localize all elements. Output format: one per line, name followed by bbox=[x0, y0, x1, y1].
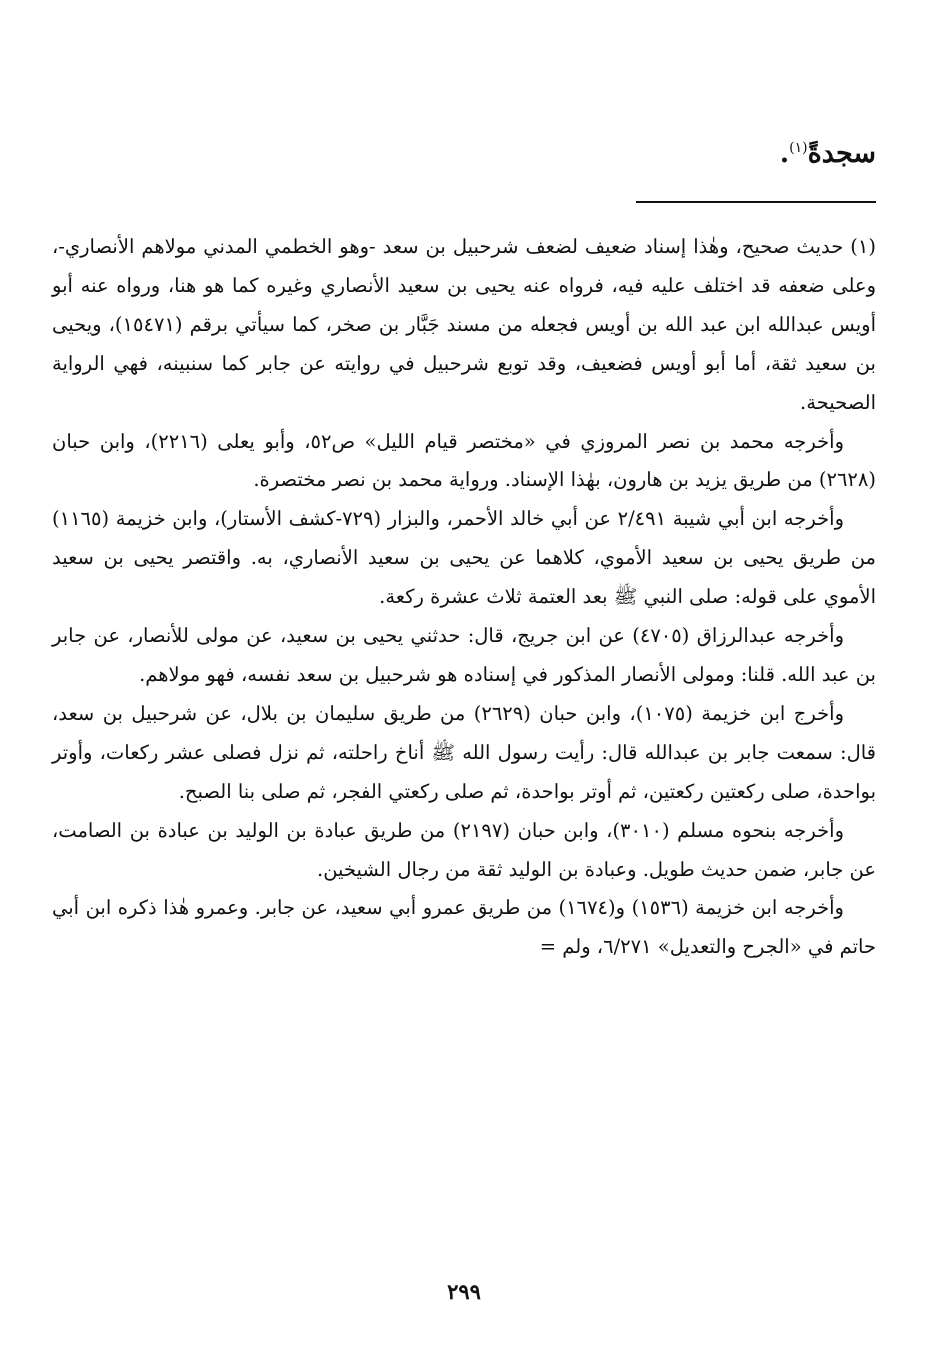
footnote-paragraph: وأخرجه عبدالرزاق (٤٧٠٥) عن ابن جريج، قال: حدثني يحيى بن سعيد، عن مولى للأنصار، عن جابر بن عبد الله. قلنا: ومولى الأنصار المذكور في إسناده هو شرحبيل بن سعد نفسه، فهو مولاهم. bbox=[52, 624, 876, 686]
footnote-separator-rule bbox=[636, 201, 876, 203]
footnote-reference: (١) bbox=[789, 140, 808, 156]
footnote-paragraph: وأخرجه محمد بن نصر المروزي في «مختصر قيام الليل» ص٥٢، وأبو يعلى (٢٢١٦)، وابن حبان (٢٦٢٨) من طريق يزيد بن هارون، بهٰذا الإسناد. ورواية محمد بن نصر مختصرة. bbox=[52, 429, 876, 492]
page-number: ٢٩٩ bbox=[447, 1279, 481, 1304]
footnote-paragraph: وأخرجه ابن أبي شيبة ٢/٤٩١ عن أبي خالد الأحمر، والبزار (٧٢٩-كشف الأستار)، وابن خزيمة (١١٦٥) من طريق يحيى بن سعيد الأموي، كلاهما عن يحيى بن سعيد الأنصاري، به. واقتصر يحيى بن سعيد الأموي على قوله: صلى النبي ﷺ بعد العتمة ثلاث عشرة ركعة. bbox=[52, 507, 876, 609]
main-text-word: سجدةً bbox=[807, 138, 876, 169]
footnote-paragraph: (١) حديث صحيح، وهٰذا إسناد ضعيف لضعف شرحبيل بن سعد -وهو الخطمي المدني مولاهم الأنصاري-، وعلى ضعفه قد اختلف عليه فيه، فرواه عنه يحيى بن سعيد الأنصاري وغيره كما هو هنا، ورواه عنه أبو أويس عبدالله ابن عبد الله بن أويس فجعله من مسند جَبَّار بن صخر، كما سيأتي برقم (١٥٤٧١)، ويحيى بن سعيد ثقة، أما أبو أويس فضعيف، وقد توبع شرحبيل في روايته عن جابر كما سنبينه، فهي الرواية الصحيحة. bbox=[52, 235, 877, 414]
main-text-tail bbox=[780, 138, 876, 169]
footnote-paragraph: وأخرج ابن خزيمة (١٠٧٥)، وابن حبان (٢٦٢٩) من طريق سليمان بن بلال، عن شرحبيل بن سعد، قال: سمعت جابر بن عبدالله قال: رأيت رسول الله ﷺ أناخ راحلته، ثم نزل فصلى عشر ركعات، وأوتر بواحدة، صلى ركعتين ركعتين، ثم أوتر بواحدة، ثم صلى ركعتي الفجر، ثم صلى بنا الصبح. bbox=[52, 701, 876, 803]
footnote-paragraph: وأخرجه بنحوه مسلم (٣٠١٠)، وابن حبان (٢١٩٧) من طريق عبادة بن الوليد بن عبادة بن الصامت، عن جابر، ضمن حديث طويل. وعبادة بن الوليد ثقة من رجال الشيخين. bbox=[52, 818, 876, 881]
footnote-paragraph: وأخرجه ابن خزيمة (١٥٣٦) و(١٦٧٤) من طريق عمرو أبي سعيد، عن جابر. وعمرو هٰذا ذكره ابن أبي حاتم في «الجرح والتعديل» ٦/٢٧١، ولم = bbox=[52, 896, 876, 959]
footnotes-section bbox=[52, 228, 876, 967]
main-text-period: . bbox=[779, 138, 790, 169]
